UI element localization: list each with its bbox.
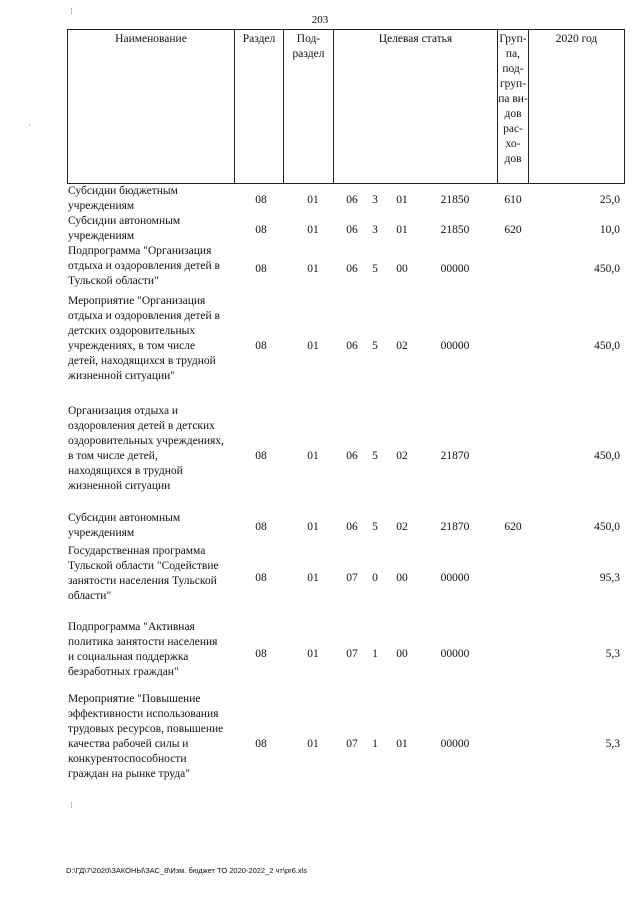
row-target-direction: 00000 [440,738,470,750]
row-name [68,404,236,494]
row-target-subprogram: 3 [372,194,378,206]
row-target-event: 00 [396,572,408,584]
row-target-direction: 21870 [440,450,470,462]
row-expense-type: 620 [504,224,522,236]
row-target-direction: 00000 [440,340,470,352]
row-target-program: 07 [346,738,358,750]
row-razdel: 08 [255,340,267,352]
row-target-direction: 21850 [440,224,470,236]
header-gruppa-line: груп- [499,78,527,90]
header-gruppa-line: хо- [505,138,521,150]
page-number: 203 [311,14,329,26]
row-podrazdel: 01 [307,263,319,275]
row-expense-type: 620 [504,521,522,533]
scan-mark: ⁝ [70,800,73,810]
row-name [68,544,236,604]
row-name [68,214,236,244]
row-name-line: находящихся в трудной [68,465,183,477]
row-name-line: занятости населения Тульской [68,575,217,587]
row-name-line: Государственная программа [68,545,206,557]
row-name-line: жизненной ситуации" [68,370,175,382]
row-razdel: 08 [255,263,267,275]
row-sum: 5,3 [605,648,620,660]
row-name [68,294,236,384]
row-target-subprogram: 1 [372,738,378,750]
row-target-program: 06 [346,194,358,206]
row-name [68,620,236,680]
header-name: Наименование [68,30,235,183]
row-name [68,244,236,289]
row-name-line: Тульской области" [68,275,159,287]
header-podrazdel [284,30,334,183]
row-podrazdel: 01 [307,194,319,206]
row-name-line: конкурентоспособности [68,753,187,765]
row-name-line: учреждениям [68,230,135,242]
row-target-event: 02 [396,521,408,533]
row-name-line: и социальная поддержка [68,651,189,663]
row-razdel: 08 [255,648,267,660]
row-name-line: области" [68,590,112,602]
row-sum: 450,0 [594,450,620,462]
row-sum: 25,0 [599,194,620,206]
row-sum: 450,0 [594,521,620,533]
row-target-subprogram: 5 [372,263,378,275]
row-name-line: учреждениях, в том числе [68,340,196,352]
row-name-line: в том числе детей, [68,450,158,462]
row-name-line: Подпрограмма "Организация [68,245,212,257]
row-target-direction: 00000 [440,572,470,584]
row-name-line: Подпрограмма "Активная [68,621,195,633]
header-gruppa-line: под- [502,63,524,75]
row-name-line: Субсидии бюджетным [68,185,178,197]
header-gruppa-line: па ви- [498,93,528,105]
header-gruppa-line: Груп- [499,33,527,45]
header-razdel: Раздел [235,30,284,183]
row-name-line: Организация отдыха и [68,405,179,417]
header-celevaya: Целевая статья [334,30,498,183]
row-target-event: 02 [396,340,408,352]
row-name-line: учреждениям [68,200,135,212]
row-razdel: 08 [255,572,267,584]
row-name-line: качества рабочей силы и [68,738,189,750]
row-name-line: Субсидии автономным [68,215,181,227]
row-name-line: оздоровительных учреждениях, [68,435,224,447]
header-gruppa-line: дов [504,153,522,165]
row-name [68,184,236,214]
row-target-event: 01 [396,194,408,206]
row-name-line: отдыха и оздоровления детей в [68,310,220,322]
row-name-line: политика занятости населения [68,636,218,648]
row-target-direction: 00000 [440,263,470,275]
row-podrazdel: 01 [307,521,319,533]
row-name-line: отдыха и оздоровления детей в [68,260,220,272]
row-name [68,692,236,782]
row-name-line: учреждениям [68,527,135,539]
row-name-line: Тульской области "Содействие [68,560,219,572]
row-podrazdel: 01 [307,648,319,660]
row-podrazdel: 01 [307,224,319,236]
row-razdel: 08 [255,194,267,206]
row-expense-type: 610 [504,194,522,206]
row-target-program: 06 [346,263,358,275]
row-target-program: 06 [346,450,358,462]
row-sum: 10,0 [599,224,620,236]
row-razdel: 08 [255,521,267,533]
header-year: 2020 год [529,30,625,183]
row-name-line: эффективности использования [68,708,219,720]
row-sum: 95,3 [599,572,620,584]
row-podrazdel: 01 [307,340,319,352]
header-gruppa-line: дов [504,108,522,120]
row-target-subprogram: 5 [372,450,378,462]
row-name-line: оздоровления детей в детских [68,420,215,432]
row-target-program: 07 [346,572,358,584]
row-target-event: 01 [396,224,408,236]
row-target-direction: 00000 [440,648,470,660]
header-gruppa [498,30,529,183]
row-target-subprogram: 3 [372,224,378,236]
row-razdel: 08 [255,224,267,236]
row-sum: 450,0 [594,263,620,275]
row-target-event: 01 [396,738,408,750]
row-sum: 450,0 [594,340,620,352]
header-gruppa-line: рас- [503,123,523,135]
row-target-program: 07 [346,648,358,660]
row-target-subprogram: 1 [372,648,378,660]
header-podrazdel-line: раздел [292,48,325,60]
row-name-line: Субсидии автономным [68,512,181,524]
row-target-program: 06 [346,224,358,236]
row-podrazdel: 01 [307,572,319,584]
row-razdel: 08 [255,450,267,462]
row-podrazdel: 01 [307,450,319,462]
row-target-subprogram: 5 [372,521,378,533]
header-gruppa-line: па, [505,48,521,60]
row-target-event: 00 [396,648,408,660]
header-podrazdel-line: Под- [296,33,321,45]
row-name [68,511,236,541]
row-razdel: 08 [255,738,267,750]
row-name-line: детских оздоровительных [68,325,196,337]
row-name-line: Мероприятие "Повышение [68,693,201,705]
footer-path: D:\ГД\7\2020\ЗАКОНЫ\ЗАС_8\Изм. бюджет ТО 2020-2022_2 чт\pr6.xls [66,866,308,875]
row-target-event: 02 [396,450,408,462]
row-target-direction: 21850 [440,194,470,206]
row-target-direction: 21870 [440,521,470,533]
row-name-line: граждан на рынке труда" [68,768,190,780]
row-name-line: жизненной ситуации [68,480,171,492]
row-name-line: трудовых ресурсов, повышение [68,723,224,735]
row-target-program: 06 [346,340,358,352]
scan-mark: ⁝ [70,6,73,16]
row-target-subprogram: 0 [372,572,378,584]
row-target-event: 00 [396,263,408,275]
row-target-program: 06 [346,521,358,533]
row-target-subprogram: 5 [372,340,378,352]
row-name-line: безработных граждан" [68,666,179,678]
row-podrazdel: 01 [307,738,319,750]
row-name-line: детей, находящихся в трудной [68,355,216,367]
row-sum: 5,3 [605,738,620,750]
scan-mark: · [28,120,31,130]
row-name-line: Мероприятие "Организация [68,295,206,307]
table-header [67,29,625,184]
